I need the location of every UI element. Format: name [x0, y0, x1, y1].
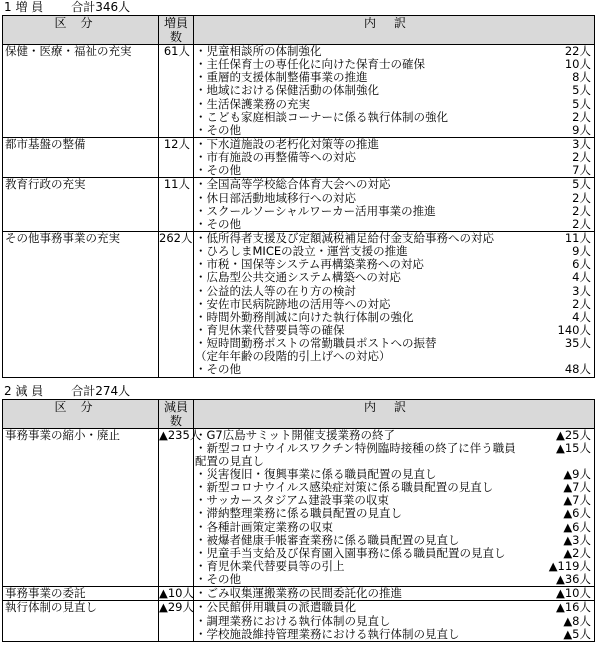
group-count-cell [159, 137, 194, 177]
detail-item-text: ・公民館併用職員の派遣職員化 [195, 600, 356, 615]
detail-item [194, 84, 594, 97]
detail-item-text: ・児童相談所の体制強化 [195, 44, 322, 58]
detail-item [194, 615, 594, 628]
group-row [3, 178, 595, 232]
detail-item [194, 178, 594, 191]
increase-table-body [3, 45, 595, 378]
detail-item [194, 429, 594, 442]
detail-item-value: 10人 [564, 57, 591, 72]
detail-item-text: ・被爆者健康手帳審査業務に係る職員配置の見直し [195, 532, 460, 547]
group-category: 都市基盤の整備 [5, 136, 86, 151]
detail-item-value: ▲15人 [556, 440, 591, 455]
group-category-cell [3, 178, 159, 232]
detail-item [194, 271, 594, 284]
detail-item-text: ・こども家庭相談コーナーに係る執行体制の強化 [195, 109, 448, 124]
detail-item-value: ▲25人 [556, 427, 591, 442]
detail-item [194, 534, 594, 547]
detail-item-value: ▲6人 [563, 506, 591, 521]
group-category-cell [3, 137, 159, 177]
detail-item [194, 298, 594, 311]
detail-item-text: ・スクールソーシャルワーカー活用事業の推進 [195, 203, 436, 218]
detail-item-value: 7人 [572, 163, 591, 178]
detail-item-value: ▲8人 [563, 613, 591, 628]
group-category: 教育行政の充実 [5, 177, 86, 192]
detail-item [194, 601, 594, 614]
group-category-cell [3, 428, 159, 587]
detail-item-text: ・G7広島サミット開催支援業務の終了 [195, 427, 395, 442]
detail-item [194, 573, 594, 586]
detail-item-value: ▲5人 [563, 626, 591, 641]
detail-item-value: 22人 [564, 44, 591, 58]
group-category: 事務事業の縮小・廃止 [5, 427, 120, 442]
group-count: 12人 [163, 136, 190, 151]
group-count-cell [159, 45, 194, 138]
detail-item [194, 164, 594, 177]
detail-item-text: ・ごみ収集運搬業務の民間委託化の推進 [195, 586, 402, 601]
detail-item-text: ・市税・国保等システム再構築業務への対応 [195, 257, 424, 272]
detail-item-value: 3人 [572, 136, 591, 151]
detail-item-value: 4人 [572, 270, 591, 285]
detail-item-text: ・重層的支援体制整備事業の推進 [195, 70, 368, 85]
detail-item-value: 48人 [564, 362, 591, 377]
detail-item-text: ・生活保護業務の充実 [195, 96, 310, 111]
detail-item-value: 4人 [572, 309, 591, 324]
detail-item-value: ▲2人 [563, 545, 591, 560]
group-detail-cell [194, 178, 595, 232]
detail-item [194, 507, 594, 520]
group-category: 保健・医療・福祉の充実 [5, 44, 132, 58]
detail-item-text: ・市有施設の再整備等への対応 [195, 150, 356, 165]
detail-item-value: ▲7人 [563, 480, 591, 495]
detail-item-value: 11人 [564, 230, 591, 245]
detail-item-text: ・低所得者支援及び定額減税補足給付金支給事務への対応 [195, 230, 494, 245]
detail-item [194, 205, 594, 218]
detail-item-value: 8人 [572, 70, 591, 85]
detail-item [194, 192, 594, 205]
group-row [3, 428, 595, 587]
detail-item-value: 35人 [564, 336, 591, 351]
detail-item-text: ・新型コロナウイルスワクチン特例臨時接種の終了に伴う職員 配置の見直し [195, 440, 516, 468]
detail-item-value: 2人 [572, 190, 591, 205]
decrease-total: 合計274人 [71, 383, 131, 398]
detail-item-value: ▲16人 [556, 600, 591, 615]
group-detail-cell [194, 601, 595, 641]
group-row [3, 137, 595, 177]
detail-item-text: ・サッカースタジアム建設事業の収束 [195, 493, 389, 508]
detail-item-text: ・安佐市民病院跡地の活用等への対応 [195, 296, 391, 311]
detail-item-value: 9人 [572, 244, 591, 259]
group-detail-cell [194, 137, 595, 177]
detail-item-text: ・児童手当支給及び保育園入園事務に係る職員配置の見直し [195, 545, 506, 560]
detail-item-value: 5人 [572, 83, 591, 98]
group-count: 11人 [163, 177, 190, 192]
detail-item-value: 5人 [572, 177, 591, 192]
decrease-table [2, 399, 595, 642]
increase-total: 合計346人 [71, 0, 131, 14]
detail-item [194, 98, 594, 111]
detail-item-text: ・災害復旧・復興事業に係る職員配置の見直し [195, 466, 437, 481]
group-count: 262人 [159, 230, 193, 245]
detail-item-text: ・全国高等学校総合体育大会への対応 [195, 177, 391, 192]
detail-item-value: 5人 [572, 96, 591, 111]
detail-item [194, 442, 594, 468]
detail-item-text: ・広島型公共交通システム構築への対応 [195, 270, 401, 285]
group-category-cell [3, 601, 159, 641]
detail-item [194, 363, 594, 376]
detail-item-text: ・地域における保健活動の体制強化 [195, 83, 379, 98]
detail-item [194, 311, 594, 324]
detail-item-text: ・その他 [195, 216, 241, 231]
detail-item-text: ・その他 [195, 122, 241, 137]
group-category: 執行体制の見直し [5, 600, 97, 615]
detail-item-text: ・新型コロナウイルス感染症対策に係る職員配置の見直し [195, 480, 494, 495]
increase-table [2, 15, 595, 378]
detail-item-text: ・その他 [195, 163, 241, 178]
group-row [3, 601, 595, 641]
header-category: 区分 [3, 16, 159, 45]
detail-item-text: ・学校施設維持管理業務における執行体制の見直し [195, 626, 460, 641]
detail-item-text: ・公益的法人等の在り方の検討 [195, 283, 356, 298]
detail-item [194, 124, 594, 137]
group-detail-cell [194, 587, 595, 601]
group-row [3, 231, 595, 377]
detail-item-text: ・休日部活動地域移行への対応 [195, 190, 356, 205]
detail-item-value: ▲6人 [563, 519, 591, 534]
detail-item [194, 218, 594, 231]
detail-item-text: ・その他 [195, 572, 241, 587]
group-category-cell [3, 587, 159, 601]
group-count-cell [159, 231, 194, 377]
detail-item [194, 111, 594, 124]
group-row [3, 45, 595, 138]
group-count: ▲10人 [159, 586, 194, 601]
detail-item-value: ▲7人 [563, 493, 591, 508]
detail-item-value: 9人 [572, 122, 591, 137]
detail-item-text: ・育児休業代替要員等の確保 [195, 322, 345, 337]
detail-item-text: ・時間外勤務削減に向けた執行体制の強化 [195, 309, 414, 324]
detail-item [194, 521, 594, 534]
detail-item-text: ・ひろしまMICEの設立・運営支援の推進 [195, 244, 408, 259]
detail-item [194, 337, 594, 363]
detail-item-text: ・滞納整理業務に係る職員配置の見直し [195, 506, 402, 521]
detail-item-value: 2人 [572, 216, 591, 231]
group-count-cell [159, 427, 202, 587]
detail-item-value: 2人 [572, 203, 591, 218]
group-row [3, 587, 595, 601]
group-category: その他事務事業の充実 [5, 230, 120, 245]
header-count: 減員数 [159, 399, 194, 428]
detail-item-value: 3人 [572, 283, 591, 298]
detail-item-value: ▲10人 [556, 586, 591, 601]
decrease-table-body [3, 428, 595, 641]
group-detail-cell [194, 428, 595, 587]
detail-item-value: ▲119人 [548, 558, 591, 573]
detail-item-text: ・育児休業代替要員等の引上 [195, 558, 345, 573]
group-detail-cell [194, 45, 595, 138]
detail-item-value: ▲36人 [556, 572, 591, 587]
group-count: ▲235人 [159, 427, 202, 442]
detail-item-text: ・主任保育士の専任化に向けた保育士の確保 [195, 57, 425, 72]
group-category-cell [3, 45, 159, 138]
detail-item-text: ・その他 [195, 362, 241, 377]
group-count-cell [159, 178, 194, 232]
group-category: 事務事業の委託 [5, 586, 86, 601]
detail-item [194, 285, 594, 298]
detail-item-value: ▲9人 [563, 466, 591, 481]
detail-item-value: 2人 [572, 109, 591, 124]
detail-item-value: 140人 [557, 322, 591, 337]
increase-heading: 1 増 員 [4, 0, 44, 14]
header-detail: 内訳 [194, 16, 595, 45]
group-count-cell [159, 601, 194, 641]
header-detail: 内訳 [194, 399, 595, 428]
detail-item-value: 2人 [572, 296, 591, 311]
detail-item-value: ▲3人 [563, 532, 591, 547]
detail-item-text: ・短時間勤務ポストの常勤職員ポストへの振替 （定年年齢の段階的引上げへの対応） [195, 336, 437, 364]
detail-item [194, 547, 594, 560]
detail-item [194, 151, 594, 164]
increase-header-row [3, 16, 595, 45]
group-category-cell [3, 231, 159, 377]
detail-item [194, 587, 594, 600]
decrease-section-heading [0, 384, 600, 399]
header-count: 増員数 [159, 16, 194, 45]
detail-item [194, 560, 594, 573]
group-count-cell [159, 587, 194, 601]
detail-item-text: ・下水道施設の老朽化対策等の推進 [195, 136, 379, 151]
detail-item-text: ・調理業務における執行体制の見直し [195, 613, 391, 628]
decrease-header-row [3, 399, 595, 428]
group-count: 61人 [163, 44, 190, 58]
decrease-heading: 2 減 員 [4, 383, 44, 398]
detail-item-value: 6人 [572, 257, 591, 272]
detail-item-value: 2人 [572, 150, 591, 165]
detail-item-text: ・各種計画策定業務の収束 [195, 519, 333, 534]
increase-section-heading [0, 0, 600, 15]
header-category: 区分 [3, 399, 159, 428]
detail-item [194, 628, 594, 641]
group-detail-cell [194, 231, 595, 377]
group-count: ▲29人 [159, 600, 194, 615]
